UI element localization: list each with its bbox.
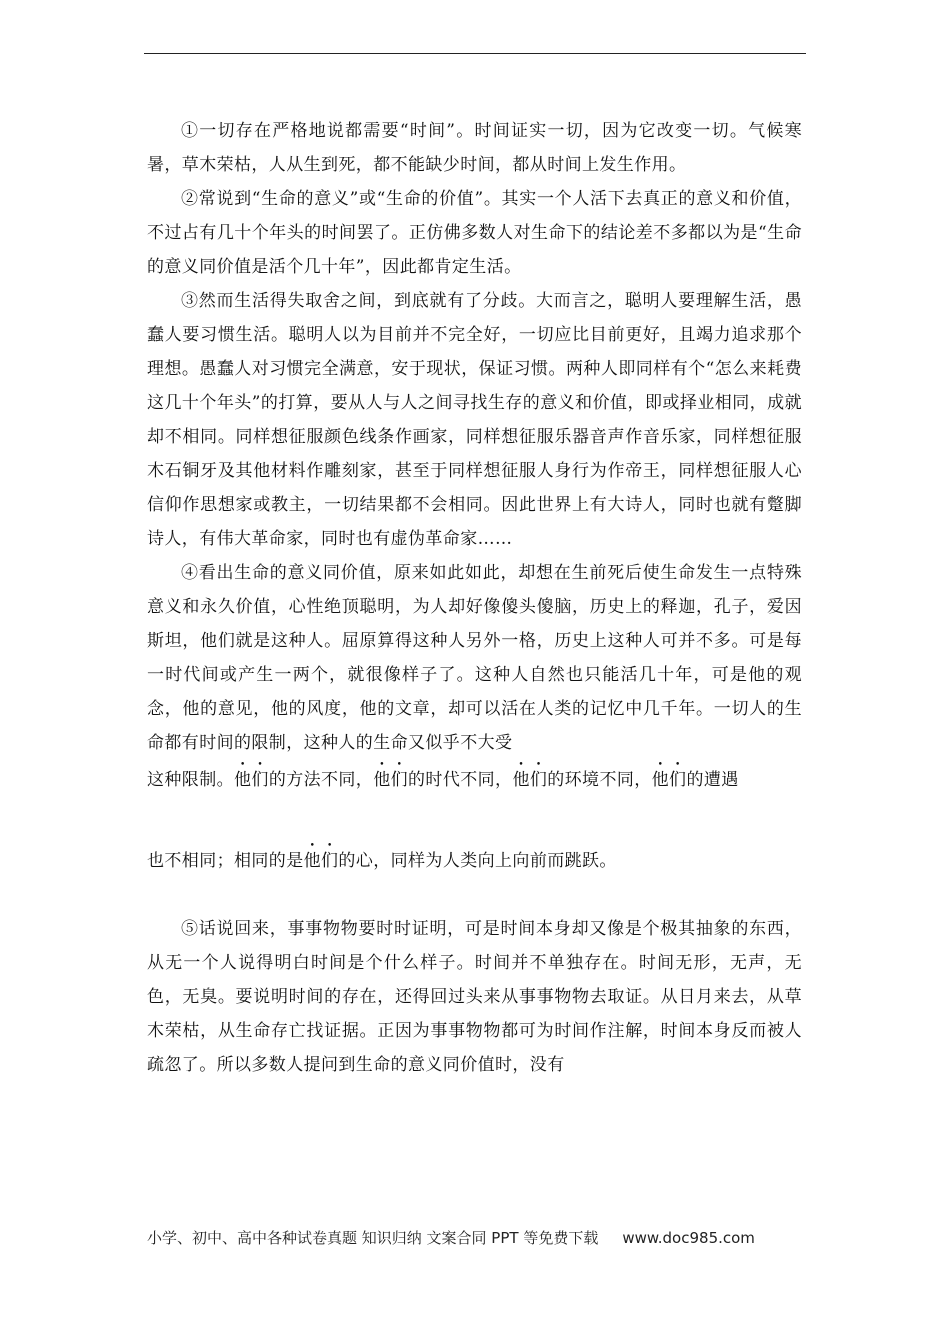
paragraph-4-emphasis-line-1 (147, 760, 802, 797)
text-run: 的遭遇 (686, 770, 739, 790)
emphasized-word: 他们 (373, 770, 409, 790)
header-rule (144, 53, 806, 54)
emphasized-word: 他们 (303, 851, 339, 871)
text-run: 的时代不同， (408, 770, 513, 790)
text-run: 这种限制。 (147, 770, 234, 790)
emphasized-word: 他们 (234, 770, 269, 790)
paragraph-3: ③然而生活得失取舍之间，到底就有了分歧。大而言之，聪明人要理解生活，愚蠢人要习惯生活。聪明人以为目前并不完全好，一切应比目前更好，且竭力追求那个理想。愚蠢人对习惯完全满意，安于现状，保证习惯。两种人即同样有个“怎么来耗费这几十个年头”的打算，要从人与人之间寻找生存的意义和价值，即或择业相同，成就却不相同。同样想征服颜色线条作画家，同样想征服乐器音声作音乐家，同样想征服木石铜牙及其他材料作雕刻家，甚至于同样想征服人身行为作帝王，同样想征服人心信仰作思想家或教主，一切结果都不会相同。因此世界上有大诗人，同时也就有蹩脚诗人，有伟大革命家，同时也有虚伪革命家…… (147, 291, 802, 549)
document-body (147, 114, 802, 1082)
text-run: 的环境不同， (547, 770, 652, 790)
emphasized-word: 他们 (512, 770, 548, 790)
footer-site-link[interactable]: www.doc985.com (622, 1229, 755, 1247)
footer-text: 小学、初中、高中各种试卷真题 知识归纳 文案合同 PPT 等免费下载 (147, 1229, 599, 1247)
paragraph-4: ④看出生命的意义同价值，原来如此如此，却想在生前死后使生命发生一点特殊意义和永久价值，心性绝顶聪明，为人却好像傻头傻脑，历史上的释迦，孔子，爱因斯坦，他们就是这种人。屈原算得这种人另外一格，历史上这种人可并不多。可是每一时代间或产生一两个，就很像样子了。这种人自然也只能活几十年，可是他的观念，他的意见，他的风度，他的文章，却可以活在人类的记忆中几千年。一切人的生命都有时间的限制，这种人的生命又似乎不大受 (147, 563, 802, 753)
footer (147, 1224, 807, 1252)
paragraph-5: ⑤话说回来，事事物物要时时证明，可是时间本身却又像是个极其抽象的东西，从无一个人说得明白时间是个什么样子。时间并不单独存在。时间无形，无声，无色，无臭。要说明时间的存在，还得回过头来从事事物物去取证。从日月来去，从草木荣枯，从生命存亡找证据。正因为事事物物都可为时间作注解，时间本身反而被人疏忽了。所以多数人提问到生命的意义同价值时，没有 (147, 919, 802, 1075)
emphasized-word: 他们 (651, 770, 687, 790)
text-run: 也不相同；相同的是 (147, 851, 304, 871)
text-run: 的方法不同， (268, 770, 374, 790)
paragraph-4-emphasis-line-2 (147, 841, 802, 878)
paragraph-1: ①一切存在严格地说都需要“时间”。时间证实一切，因为它改变一切。气候寒暑，草木荣枯，人从生到死，都不能缺少时间，都从时间上发生作用。 (147, 121, 802, 175)
text-run: 的心，同样为人类向上向前而跳跃。 (338, 851, 617, 871)
paragraph-2: ②常说到“生命的意义”或“生命的价值”。其实一个人活下去真正的意义和价值，不过占有几十个年头的时间罢了。正仿佛多数人对生命下的结论差不多都以为是“生命的意义同价值是活个几十年”，因此都肯定生活。 (147, 189, 802, 277)
